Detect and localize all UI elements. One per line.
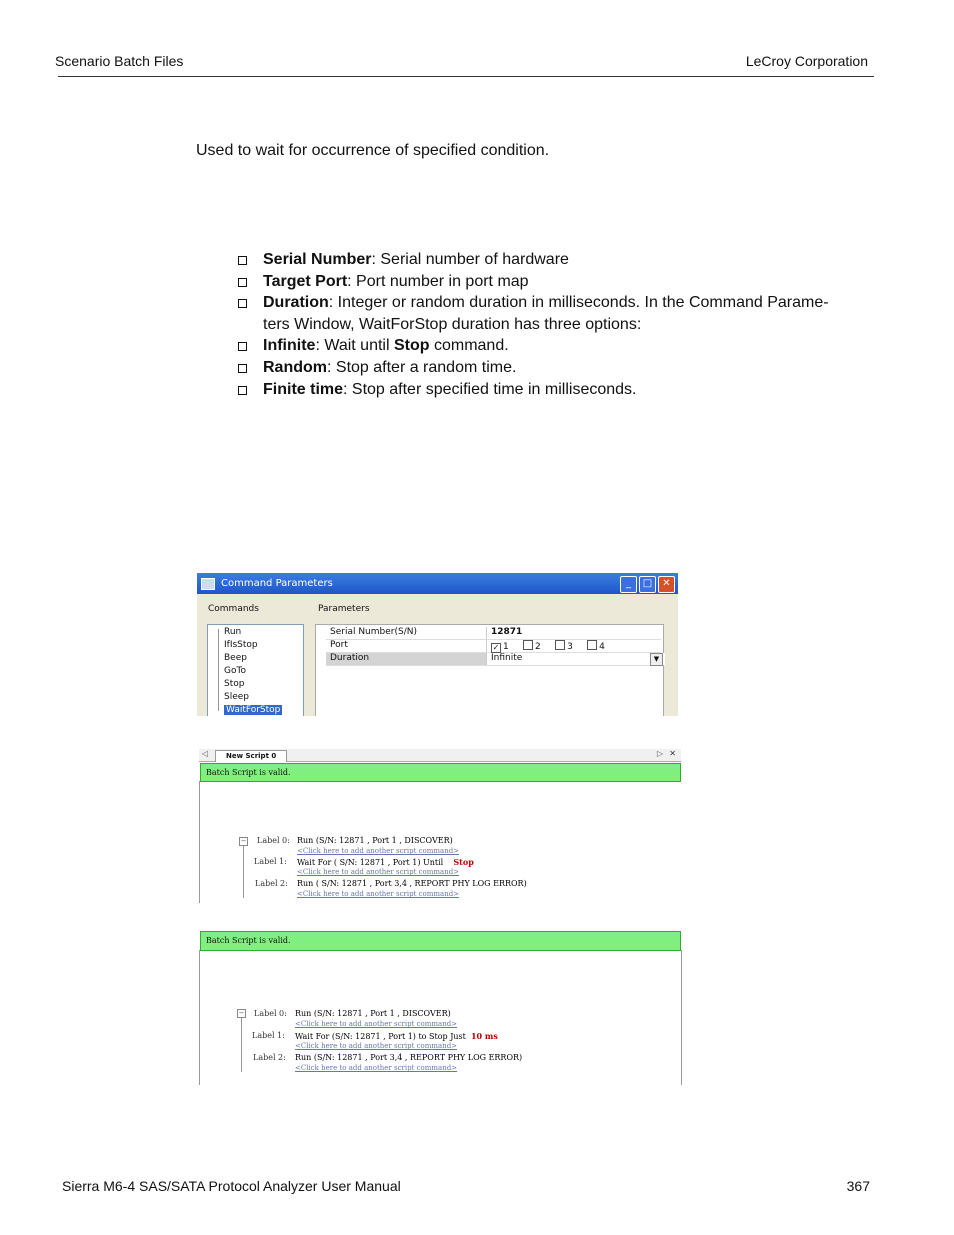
command-highlight: 10 ms <box>470 1031 498 1041</box>
validation-status: Batch Script is valid. <box>200 931 681 951</box>
bullet-term: Infinite <box>263 337 316 355</box>
script-label: Label 1: <box>254 857 287 866</box>
command-ifisstop[interactable]: IfIsStop <box>224 640 258 650</box>
command-text: Wait For (S/N: 12871 , Port 1) to Stop Just <box>295 1032 466 1041</box>
bullet-continuation: ters Window, WaitForStop duration has three options: <box>263 315 642 333</box>
script-command[interactable] <box>297 857 474 867</box>
param-row-serial[interactable] <box>326 627 661 640</box>
command-run[interactable]: Run <box>224 627 242 637</box>
add-command-link[interactable]: <Click here to add another script command> <box>295 1064 458 1072</box>
script-view-infinite <box>199 749 681 903</box>
collapse-icon[interactable]: − <box>240 837 247 845</box>
bullet-text: : Serial number of hardware <box>371 251 569 268</box>
bullet-term-stop: Stop <box>393 337 430 355</box>
collapse-icon[interactable]: − <box>238 1009 245 1017</box>
parameters-label: Parameters <box>318 604 370 614</box>
dialog-titlebar[interactable] <box>197 573 678 594</box>
script-command[interactable]: Run (S/N: 12871 , Port 3,4 , REPORT PHY LOG ERROR) <box>295 1053 523 1062</box>
bullet-term: Duration <box>263 294 329 312</box>
port-2-checkbox[interactable] <box>523 640 533 650</box>
footer-title: Sierra M6-4 SAS/SATA Protocol Analyzer User Manual <box>62 1178 401 1194</box>
port-4-checkbox[interactable] <box>587 640 597 650</box>
left-border <box>199 950 200 1085</box>
duration-value: Infinite <box>491 653 523 663</box>
list-item <box>238 271 878 293</box>
list-item <box>238 249 878 271</box>
left-border <box>199 781 200 903</box>
port-label: 2 <box>535 642 541 652</box>
minimize-icon[interactable]: _ <box>620 576 637 593</box>
checkbox-bullet-icon <box>238 299 247 308</box>
right-border <box>681 950 682 1085</box>
tab-scroll-right-icon[interactable]: ▷ <box>656 749 663 758</box>
port-label: 1 <box>503 642 509 652</box>
list-item <box>238 335 878 357</box>
parameter-list <box>238 249 878 400</box>
add-command-link[interactable]: <Click here to add another script command> <box>297 847 460 855</box>
page-number: 367 <box>846 1178 870 1194</box>
tree-line <box>243 846 244 898</box>
bullet-term: Target Port <box>263 272 348 290</box>
checkbox-bullet-icon <box>238 364 247 373</box>
port-checkboxes <box>486 640 665 652</box>
list-item <box>238 379 878 401</box>
script-label: Label 0: <box>254 1009 287 1018</box>
command-beep[interactable]: Beep <box>224 653 247 663</box>
param-key: Port <box>330 640 348 650</box>
checkbox-bullet-icon <box>238 256 247 265</box>
tab-scroll-left-icon[interactable]: ◁ <box>202 749 209 758</box>
port-label: 3 <box>567 642 573 652</box>
bullet-text: : Integer or random duration in milliseconds. In the Command Parame- <box>328 294 829 312</box>
port-3-checkbox[interactable] <box>555 640 565 650</box>
close-icon[interactable]: ✕ <box>658 576 675 593</box>
param-key: Duration <box>330 653 370 663</box>
add-command-link[interactable]: <Click here to add another script command> <box>297 890 460 898</box>
script-label: Label 2: <box>253 1053 286 1062</box>
bullet-term: Serial Number <box>263 251 372 268</box>
param-key: Serial Number(S/N) <box>330 627 417 637</box>
window-controls <box>620 576 675 593</box>
script-view-finite <box>199 930 683 1085</box>
header-rule <box>58 76 874 77</box>
bullet-term: Finite time <box>263 380 344 398</box>
close-tab-icon[interactable]: ✕ <box>669 749 676 758</box>
bullet-text: command. <box>429 337 509 355</box>
list-item <box>238 292 878 314</box>
script-command[interactable] <box>295 1031 498 1041</box>
add-command-link[interactable]: <Click here to add another script command> <box>297 868 460 876</box>
param-row-duration[interactable] <box>326 653 661 666</box>
app-icon <box>201 578 215 590</box>
script-label: Label 0: <box>257 836 290 845</box>
param-row-port[interactable] <box>326 640 661 653</box>
tab-new-script[interactable]: New Script 0 <box>215 750 287 762</box>
tab-bar <box>199 749 681 762</box>
command-sleep[interactable]: Sleep <box>224 692 250 702</box>
script-label: Label 1: <box>252 1031 285 1040</box>
bullet-text: : Port number in port map <box>347 272 529 290</box>
script-command[interactable]: Run (S/N: 12871 , Port 1 , DISCOVER) <box>295 1009 451 1018</box>
command-text: Wait For ( S/N: 12871 , Port 1) Until <box>297 858 444 867</box>
running-header-right: LeCroy Corporation <box>745 53 868 69</box>
checkbox-bullet-icon <box>238 386 247 395</box>
dropdown-arrow-icon[interactable]: ▼ <box>650 653 663 666</box>
commands-label: Commands <box>208 604 259 614</box>
port-label: 4 <box>599 642 605 652</box>
command-highlight: Stop <box>453 857 474 867</box>
maximize-icon[interactable]: □ <box>639 576 656 593</box>
script-command[interactable]: Run ( S/N: 12871 , Port 3,4 , REPORT PHY LOG ERROR) <box>297 879 527 888</box>
bullet-text: : Stop after a random time. <box>327 358 517 376</box>
list-item <box>238 357 878 379</box>
duration-select[interactable] <box>486 653 665 665</box>
intro-text: Used to wait for occurrence of specified condition. <box>196 142 550 159</box>
bullet-term: Random <box>263 358 327 376</box>
command-waitforstop[interactable]: WaitForStop <box>226 705 281 715</box>
command-goto[interactable]: GoTo <box>224 666 246 676</box>
checkbox-bullet-icon <box>238 342 247 351</box>
parameters-grid <box>315 624 664 716</box>
tree-line <box>241 1018 242 1072</box>
tree-line <box>218 629 219 711</box>
commands-list[interactable] <box>207 624 304 716</box>
script-label: Label 2: <box>255 879 288 888</box>
command-parameters-dialog <box>197 573 678 716</box>
add-command-link[interactable]: <Click here to add another script command> <box>295 1042 458 1050</box>
serial-number-field[interactable]: 12871 <box>486 627 665 639</box>
bullet-text: : Wait until <box>315 337 394 355</box>
checkbox-bullet-icon <box>238 278 247 287</box>
port-1-checkbox[interactable]: ✓ <box>492 643 500 652</box>
script-command[interactable]: Run (S/N: 12871 , Port 1 , DISCOVER) <box>297 836 453 845</box>
dialog-title: Command Parameters <box>221 578 333 589</box>
command-stop[interactable]: Stop <box>224 679 245 689</box>
validation-status: Batch Script is valid. <box>200 763 681 782</box>
add-command-link[interactable]: <Click here to add another script command> <box>295 1020 458 1028</box>
bullet-text: : Stop after specified time in milliseconds. <box>343 380 637 398</box>
running-header-left: Scenario Batch Files <box>55 53 184 69</box>
